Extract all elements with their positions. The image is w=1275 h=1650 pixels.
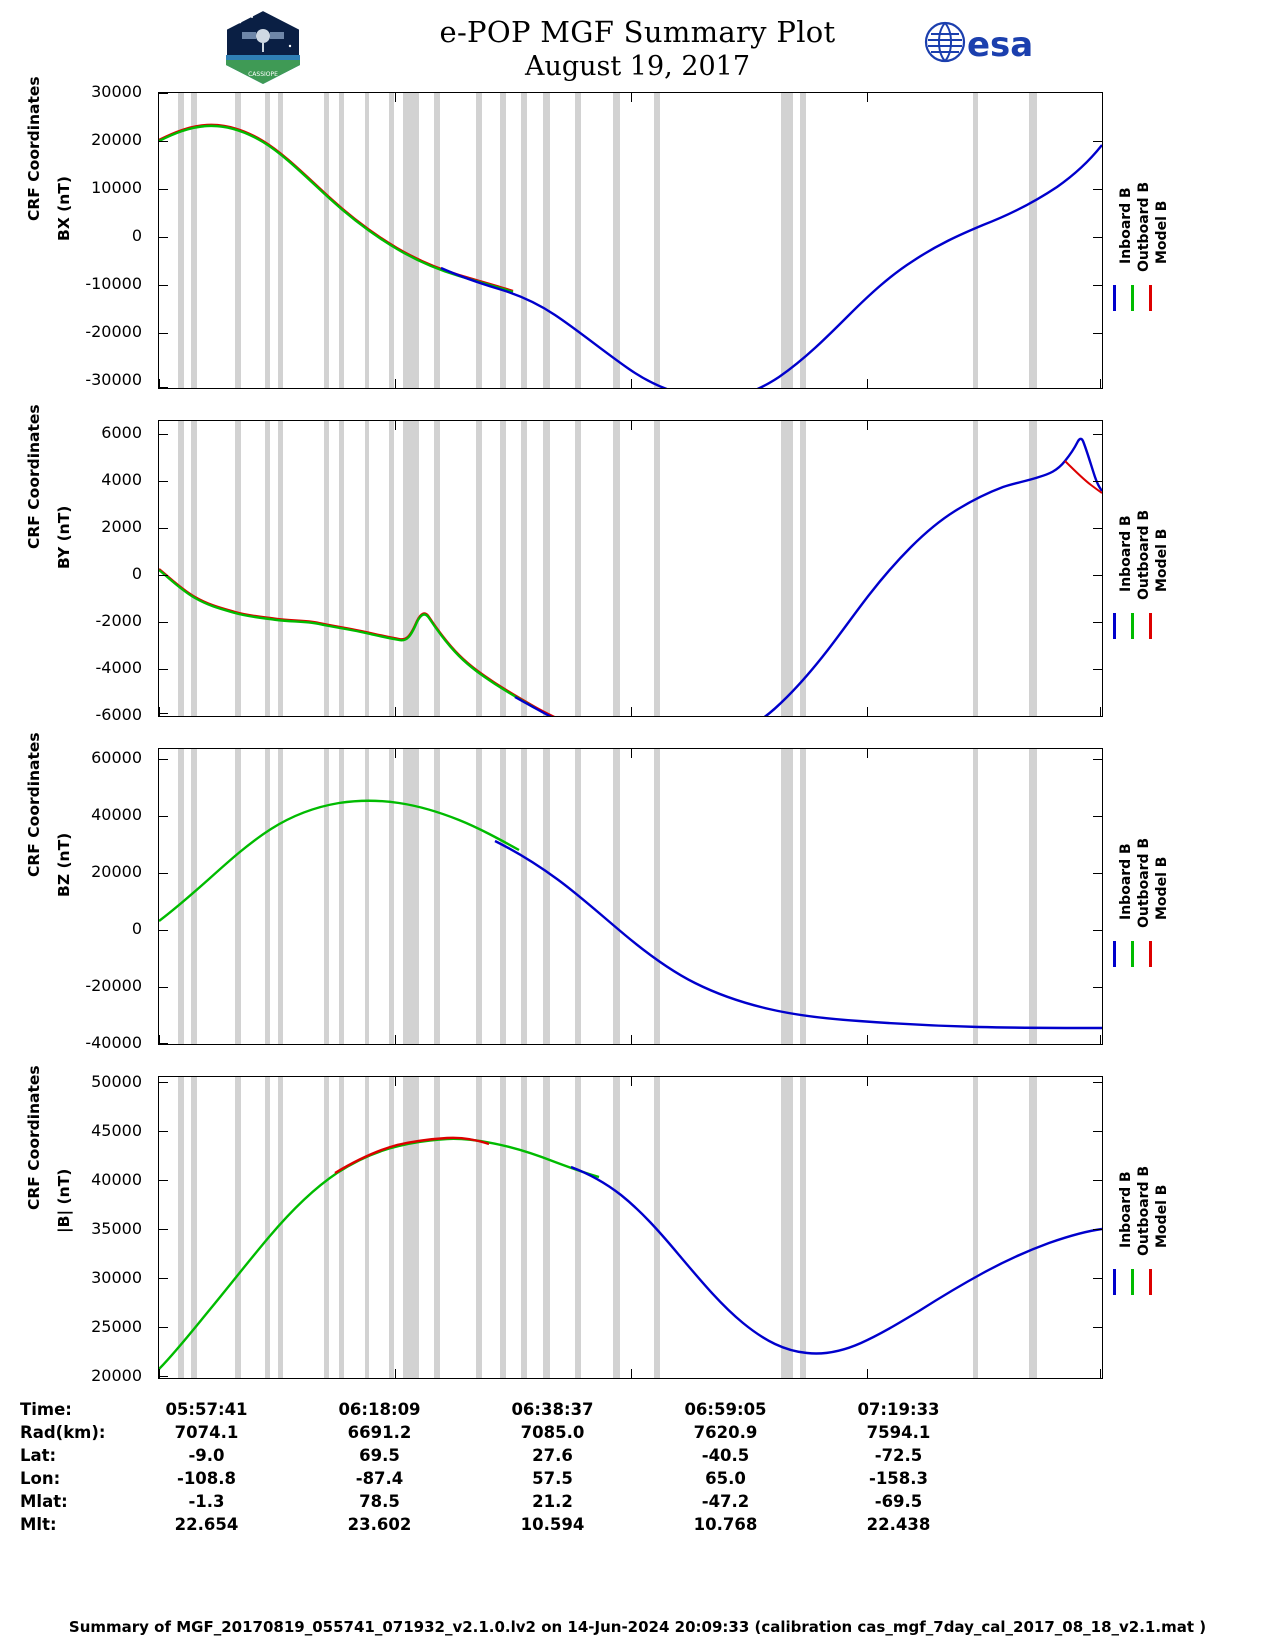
legend-item-model: Model B [1154,856,1170,920]
legend-item-inboard: Inboard B [1118,843,1134,920]
legend-item-outboard: Outboard B [1136,509,1152,600]
cell-mlt-3: 10.594 [520,1515,585,1534]
trace-bx [159,93,1102,388]
trace-babs [159,1077,1102,1378]
cell-rad-2: 6691.2 [347,1423,412,1442]
legend-item-inboard: Inboard B [1118,1171,1134,1248]
ephemeris-table [20,1398,985,1536]
ytick: 6000 [101,423,142,442]
legend-swatch-outboard [1131,285,1134,311]
plot-area-by[interactable] [158,420,1103,717]
row-label-rad: Rad(km): [20,1423,106,1442]
svg-text:CASSIOPE: CASSIOPE [248,71,278,78]
cell-mlt-1: 22.654 [174,1515,239,1534]
cell-rad-4: 7620.9 [693,1423,758,1442]
cell-lat-5: -72.5 [874,1446,923,1465]
legend-swatch-model [1149,941,1152,967]
panel-bz-ylabel-line1: CRF Coordinates [25,732,43,877]
cell-time-5: 07:19:33 [857,1400,940,1419]
summary-caption: Summary of MGF_20170819_055741_071932_v2.1.0.lv2 on 14-Jun-2024 20:09:33 (calibration cas_mgf_7day_cal_2017_08_18_v2.1.mat ) [68,1618,1207,1636]
cell-mlat-2: 78.5 [359,1492,400,1511]
cell-time-2: 06:18:09 [338,1400,421,1419]
ytick: -20000 [85,322,142,341]
ytick: 45000 [91,1121,142,1140]
panel-bx-ylabel-line1: CRF Coordinates [25,76,43,221]
cell-time-4: 06:59:05 [684,1400,767,1419]
panel-bz-ylabel-line2: BZ (nT) [55,832,73,897]
table-row [20,1421,985,1444]
title-subtitle: August 19, 2017 [524,51,751,82]
ytick: 10000 [91,178,142,197]
ytick: 0 [131,564,142,583]
legend-swatch-inboard [1113,285,1116,311]
cell-time-1: 05:57:41 [165,1400,248,1419]
cell-lon-2: -87.4 [355,1469,404,1488]
row-label-lon: Lon: [20,1469,61,1488]
panel-babs-ylabel-line2: |B| (nT) [55,1168,73,1233]
trace-by [159,421,1102,716]
ytick: 4000 [101,470,142,489]
panel-by-ylabel-line2: BY (nT) [55,505,73,569]
ytick: 30000 [91,1268,142,1287]
plot-area-bx[interactable] [158,92,1103,389]
ytick: 20000 [91,130,142,149]
legend-item-inboard: Inboard B [1118,187,1134,264]
ytick: 30000 [91,82,142,101]
legend-swatch-inboard [1113,613,1116,639]
ytick: -4000 [95,658,142,677]
ytick: 0 [131,919,142,938]
panel-babs [0,1065,1275,1385]
table-row [20,1513,985,1536]
cell-mlat-3: 21.2 [532,1492,573,1511]
plot-area-bz[interactable] [158,748,1103,1045]
panel-babs-ylabel2 [44,1168,84,1274]
ytick: 0 [131,226,142,245]
cell-time-3: 06:38:37 [511,1400,594,1419]
ytick: -6000 [95,705,142,724]
cell-lon-5: -158.3 [868,1469,929,1488]
table-row [20,1398,985,1421]
legend-swatch-outboard [1131,941,1134,967]
panel-bx-ylabel2 [44,176,84,282]
ytick: -40000 [85,1033,142,1052]
legend-item-model: Model B [1154,200,1170,264]
panel-bx [0,76,1275,400]
cell-lon-1: -108.8 [176,1469,237,1488]
ytick: 20000 [91,862,142,881]
plot-area-babs[interactable] [158,1076,1103,1379]
legend-item-outboard: Outboard B [1136,1165,1152,1256]
legend-swatch-model [1149,1269,1152,1295]
legend-item-outboard: Outboard B [1136,181,1152,272]
panel-babs-ylabel-line1: CRF Coordinates [25,1065,43,1210]
legend-swatch-model [1149,285,1152,311]
legend-item-outboard: Outboard B [1136,837,1152,928]
cell-mlat-4: -47.2 [701,1492,750,1511]
ytick: 50000 [91,1072,142,1091]
cell-lat-4: -40.5 [701,1446,750,1465]
cell-lat-3: 27.6 [532,1446,573,1465]
cell-rad-3: 7085.0 [520,1423,585,1442]
esa-logo [923,18,1043,66]
ytick: -20000 [85,976,142,995]
ytick: -2000 [95,611,142,630]
panel-bx-ylabel-line2: BX (nT) [55,176,73,241]
page-title [0,14,1275,84]
cell-rad-1: 7074.1 [174,1423,239,1442]
legend-item-inboard: Inboard B [1118,515,1134,592]
table-row [20,1490,985,1513]
cell-lat-2: 69.5 [359,1446,400,1465]
cell-mlt-5: 22.438 [866,1515,931,1534]
legend-swatch-model [1149,613,1152,639]
cell-mlat-5: -69.5 [874,1492,923,1511]
cell-rad-5: 7594.1 [866,1423,931,1442]
ytick: 20000 [91,1366,142,1385]
ytick: -30000 [85,370,142,389]
trace-bz [159,749,1102,1044]
ytick: 2000 [101,517,142,536]
legend-swatch-inboard [1113,941,1116,967]
row-label-mlt: Mlt: [20,1515,57,1534]
row-label-lat: Lat: [20,1446,57,1465]
legend-swatch-outboard [1131,613,1134,639]
cell-lon-4: 65.0 [705,1469,746,1488]
panel-by [0,404,1275,728]
cell-mlat-1: -1.3 [188,1492,225,1511]
cell-mlt-4: 10.768 [693,1515,758,1534]
panel-by-ylabel-line1: CRF Coordinates [25,404,43,549]
panel-bz [0,732,1275,1056]
legend-swatch-inboard [1113,1269,1116,1295]
title-main: e-POP MGF Summary Plot [439,15,836,49]
ytick: 40000 [91,1170,142,1189]
ytick: -10000 [85,274,142,293]
legend-item-model: Model B [1154,1184,1170,1248]
row-label-mlat: Mlat: [20,1492,68,1511]
table-row [20,1467,985,1490]
ytick: 25000 [91,1317,142,1336]
ytick: 60000 [91,748,142,767]
row-label-time: Time: [20,1400,72,1419]
svg-text:esa: esa [967,25,1034,65]
cell-lat-1: -9.0 [188,1446,225,1465]
ytick: 40000 [91,805,142,824]
legend-item-model: Model B [1154,528,1170,592]
cell-lon-3: 57.5 [532,1469,573,1488]
page-header [0,0,1275,90]
legend-swatch-outboard [1131,1269,1134,1295]
ytick: 35000 [91,1219,142,1238]
cell-mlt-2: 23.602 [347,1515,412,1534]
table-row [20,1444,985,1467]
